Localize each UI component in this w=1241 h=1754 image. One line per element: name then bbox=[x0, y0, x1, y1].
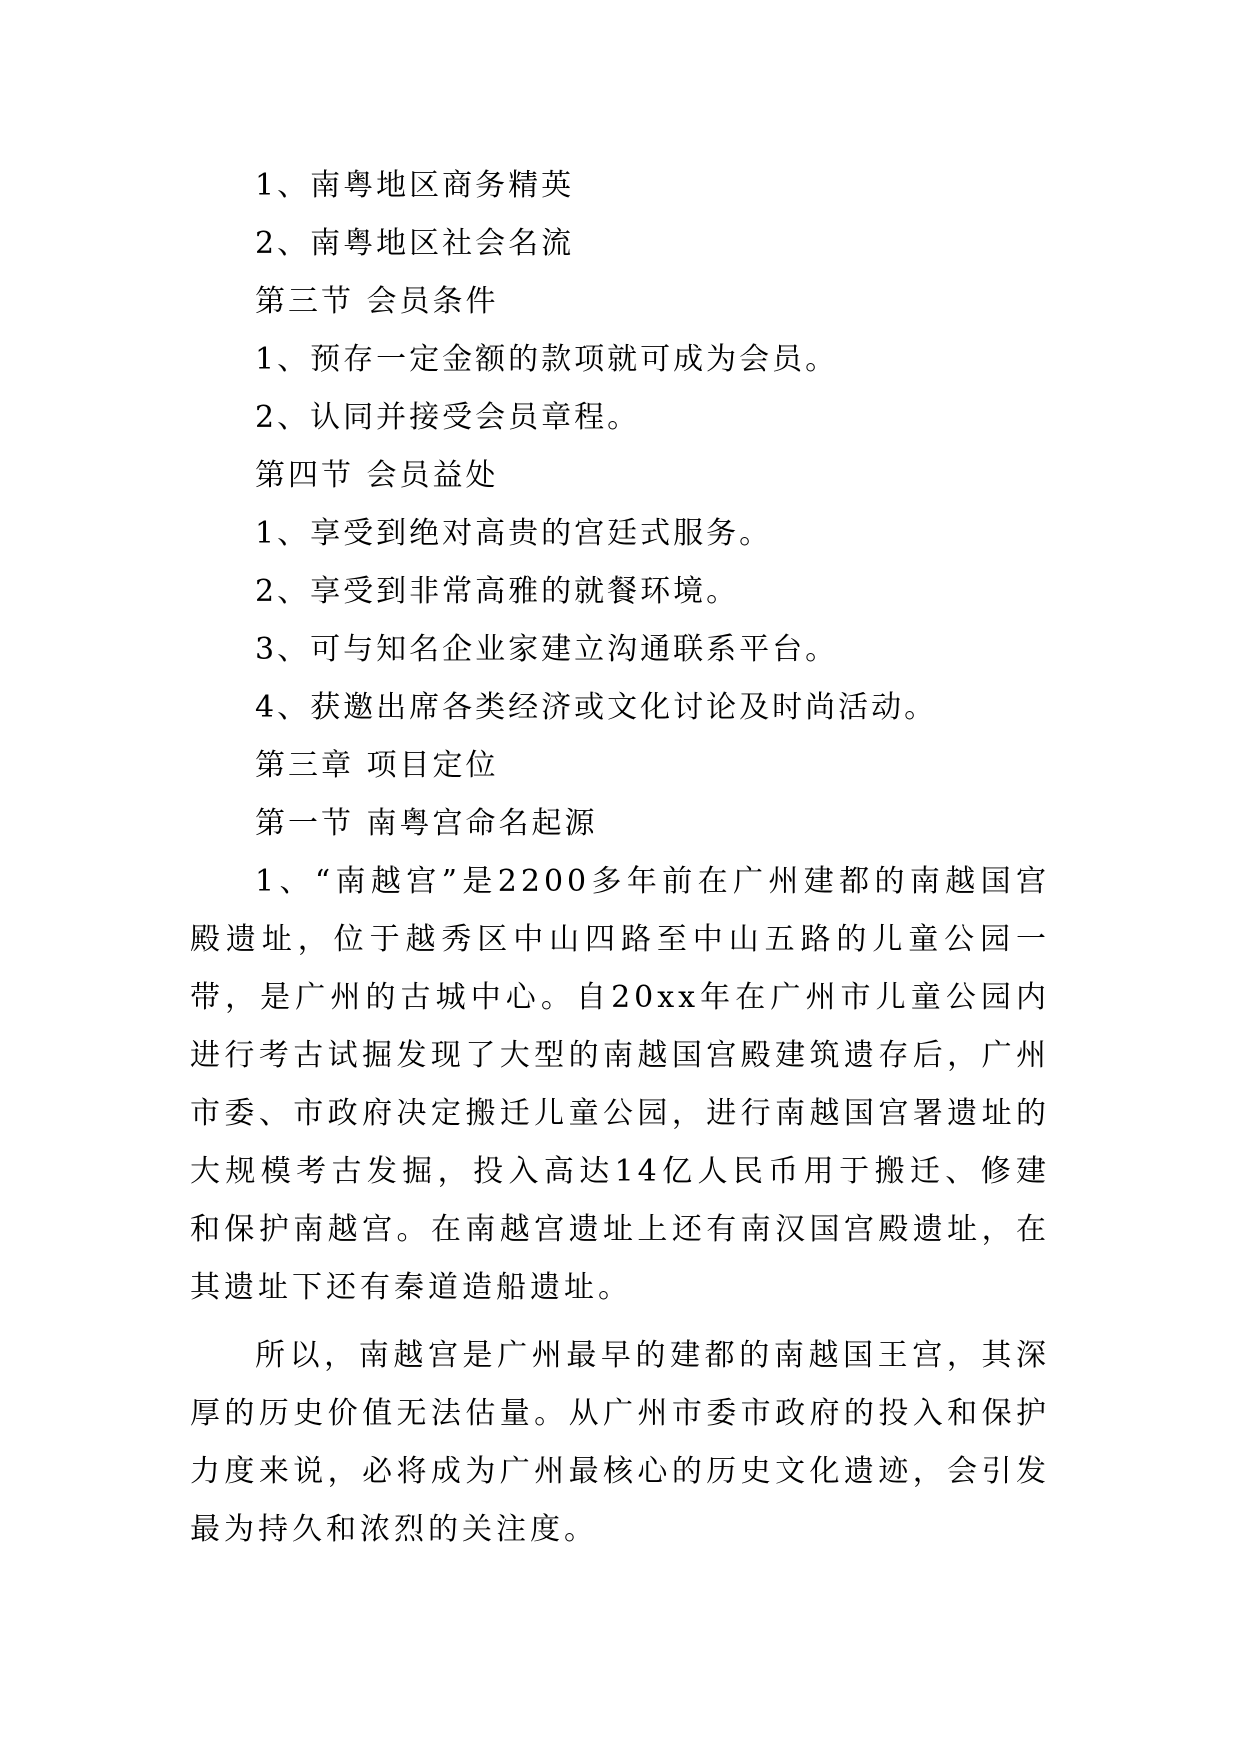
section-heading-naming-origin: 第一节 南粤宫命名起源 bbox=[255, 806, 598, 841]
chapter-heading-project-positioning: 第三章 项目定位 bbox=[255, 748, 499, 783]
list-item-business-elite: 1、南粤地区商务精英 bbox=[255, 168, 575, 203]
list-item-event-invitation: 4、获邀出席各类经济或文化讨论及时尚活动。 bbox=[255, 690, 938, 725]
list-item-social-celebrities: 2、南粤地区社会名流 bbox=[255, 226, 575, 261]
paragraph-historical-value: 所以，南越宫是广州最早的建都的南越国王宫，其深厚的历史价值无法估量。从广州市委市政府的投入和保护力度来说，必将成为广州最核心的历史文化遗迹，会引发最为持久和浓烈的关注度。 bbox=[190, 1338, 1050, 1547]
list-item-accept-charter: 2、认同并接受会员章程。 bbox=[255, 400, 641, 435]
list-item-entrepreneur-platform: 3、可与知名企业家建立沟通联系平台。 bbox=[255, 632, 839, 667]
list-item-deposit-condition: 1、预存一定金额的款项就可成为会员。 bbox=[255, 342, 839, 377]
section-heading-membership-benefits: 第四节 会员益处 bbox=[255, 458, 499, 493]
paragraph-nanyue-palace-history: 1、“南越宫”是2200多年前在广州建都的南越国宫殿遗址，位于越秀区中山四路至中山五路的儿童公园一带，是广州的古城中心。自20xx年在广州市儿童公园内进行考古试掘发现了大型的南越国宫殿建筑遗存后，广州市委、市政府决定搬迁儿童公园，进行南越国宫署遗址的大规模考古发掘，投入高达14亿人民币用于搬迁、修建和保护南越宫。在南越宫遗址上还有南汉国宫殿遗址，在其遗址下还有秦道造船遗址。 bbox=[190, 864, 1050, 1305]
section-heading-membership-conditions: 第三节 会员条件 bbox=[255, 284, 499, 319]
list-item-palace-service: 1、享受到绝对高贵的宫廷式服务。 bbox=[255, 516, 773, 551]
list-item-dining-environment: 2、享受到非常高雅的就餐环境。 bbox=[255, 574, 740, 609]
document-body bbox=[190, 157, 1050, 1559]
